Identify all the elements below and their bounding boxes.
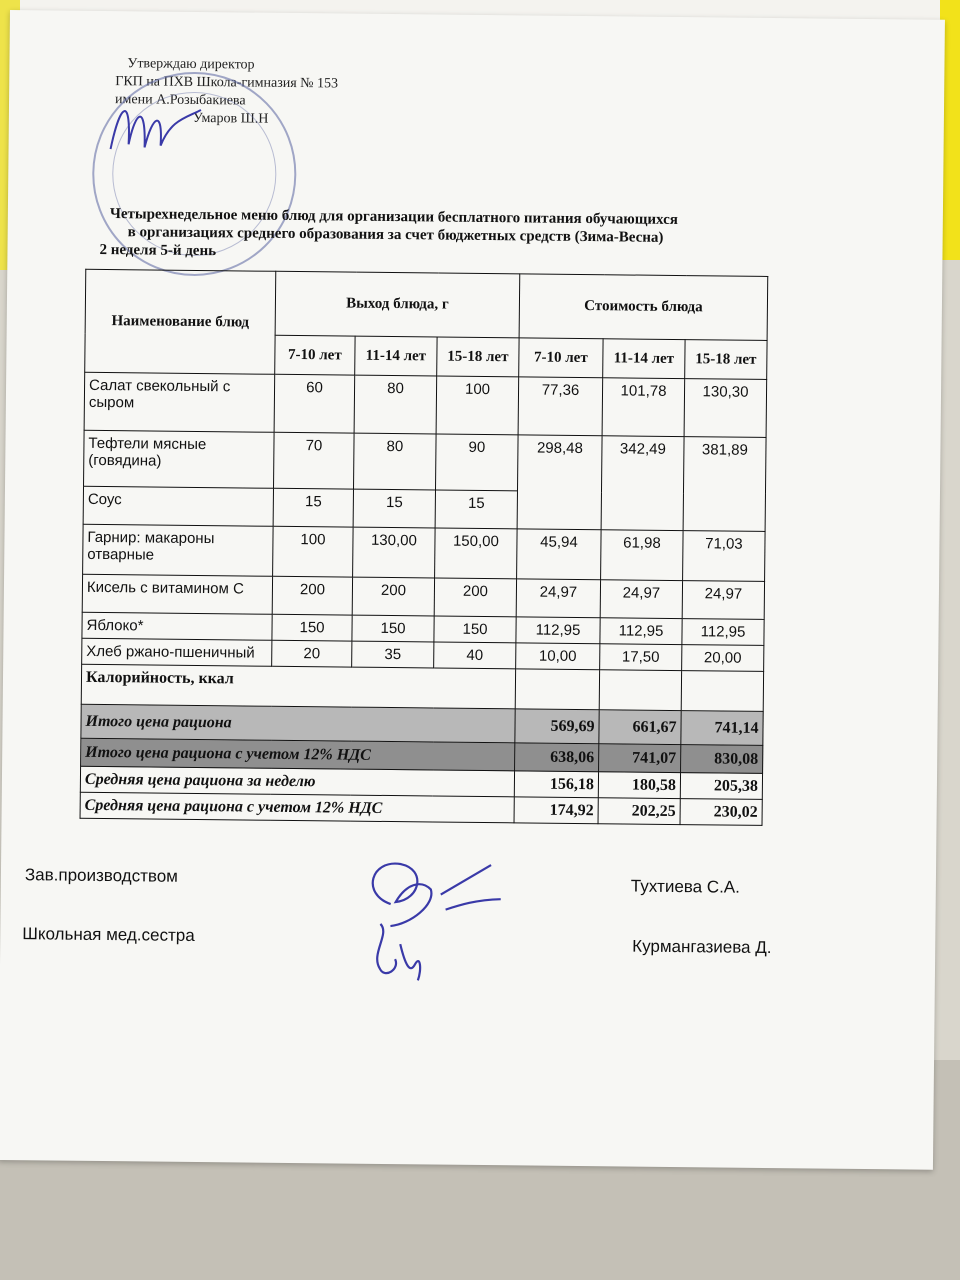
calories-row [81,664,763,711]
header-age-output: 15-18 лет [437,337,519,377]
total-label: Средняя цена рациона за неделю [80,766,514,797]
output-value: 15 [435,490,517,529]
header-cost: Стоимость блюда [519,274,768,341]
total-label: Средняя цена рациона с учетом 12% НДС [80,792,514,823]
dish-name: Кисель с витамином С [82,574,272,614]
total-label: Итого цена рациона [81,704,515,743]
nurse-signature [360,914,441,995]
cost-value: 112,95 [682,619,764,646]
cost-value: 77,36 [518,377,603,436]
footer-role-production: Зав.производством [24,865,179,886]
approval-line-3: имени А.Розыбакиева [114,92,246,109]
cost-value: 381,89 [683,437,766,532]
cost-value: 24,97 [600,580,682,619]
heading-line-3: 2 неделя 5-й день [99,241,217,260]
output-value: 150 [434,616,516,643]
output-value: 150 [352,615,434,642]
table-row [84,430,767,493]
output-value: 80 [354,433,437,490]
header-output: Выход блюда, г [275,271,520,338]
heading-line-2: в организациях среднего образования за счет бюджетных средств (Зима-Весна) [127,224,664,246]
menu-table-container [80,269,769,826]
total-value: 230,02 [680,799,762,826]
output-value: 150 [272,614,352,641]
total-value: 156,18 [514,771,598,798]
output-value: 40 [434,642,516,669]
output-value: 200 [272,576,352,615]
total-value: 638,06 [515,743,599,772]
dish-name: Гарнир: макароны отварные [83,524,274,576]
calories-value-empty [599,670,681,711]
header-age-cost: 7-10 лет [519,338,603,378]
calories-value-empty [515,669,599,710]
cost-value: 24,97 [682,581,764,620]
table-row [83,524,765,581]
total-value: 569,69 [515,709,599,744]
output-value: 60 [274,374,355,433]
cost-value: 61,98 [601,530,684,581]
approval-line-2: ГКП на ПХВ Школа-гимназия № 153 [115,74,339,92]
total-value: 741,07 [599,744,681,773]
approval-line-1: Утверждаю директор [127,56,255,73]
output-value: 100 [436,376,519,435]
output-value: 200 [352,577,434,616]
dish-name: Салат свекольный с сыром [84,372,275,432]
cost-value: 112,95 [600,618,682,645]
output-value: 20 [272,640,352,667]
header-age-cost: 15-18 лет [685,340,767,380]
total-value: 202,25 [598,798,680,825]
total-value: 205,38 [680,773,762,800]
header-age-cost: 11-14 лет [603,339,685,379]
footer-name-nurse: Курмангазиева Д. [632,936,772,958]
output-value: 15 [273,488,353,527]
document-heading [99,205,678,265]
cost-value: 298,48 [517,435,602,530]
output-value: 90 [435,434,518,491]
output-value: 100 [273,526,354,577]
cost-value: 20,00 [682,645,764,672]
cost-value: 17,50 [600,644,682,671]
dish-name: Тефтели мясные (говядина) [84,430,275,488]
footer-role-nurse: Школьная мед.сестра [22,924,195,945]
total-value: 830,08 [681,745,763,774]
total-value: 741,14 [681,711,763,746]
cost-value: 71,03 [683,531,766,582]
calories-value-empty [681,671,763,712]
output-value: 70 [274,432,355,489]
header-dish-name: Наименование блюд [85,269,276,374]
dish-name: Соус [83,486,273,526]
cost-value: 10,00 [516,643,600,670]
header-age-output: 11-14 лет [355,336,437,376]
output-value: 35 [352,641,434,668]
menu-table [80,269,769,826]
total-value: 661,67 [599,710,681,745]
document-page [0,10,945,1170]
cost-value: 45,94 [517,529,602,580]
director-signature [100,89,211,170]
output-value: 15 [353,489,435,528]
output-value: 150,00 [435,528,518,579]
dish-name: Яблоко* [82,612,272,640]
table-row [84,372,767,437]
heading-line-1: Четырехнедельное меню блюд для организации бесплатного питания обучающихся [109,206,678,229]
dish-name: Хлеб ржано-пшеничный [82,638,272,666]
output-value: 130,00 [353,527,436,578]
output-value: 200 [434,578,516,617]
calories-label: Калорийность, ккал [81,664,515,709]
cost-value: 342,49 [601,436,684,531]
cost-value: 24,97 [516,579,600,618]
header-age-output: 7-10 лет [275,335,355,375]
total-value: 180,58 [598,772,680,799]
cost-value: 101,78 [602,378,685,437]
cost-value: 130,30 [684,379,767,438]
total-label: Итого цена рациона с учетом 12% НДС [81,738,515,771]
total-value: 174,92 [514,797,598,824]
output-value: 80 [354,375,437,434]
approval-line-4: Умаров Ш.Н [192,110,269,127]
cost-value: 112,95 [516,617,600,644]
footer-name-production: Тухтиева С.А. [630,876,741,897]
